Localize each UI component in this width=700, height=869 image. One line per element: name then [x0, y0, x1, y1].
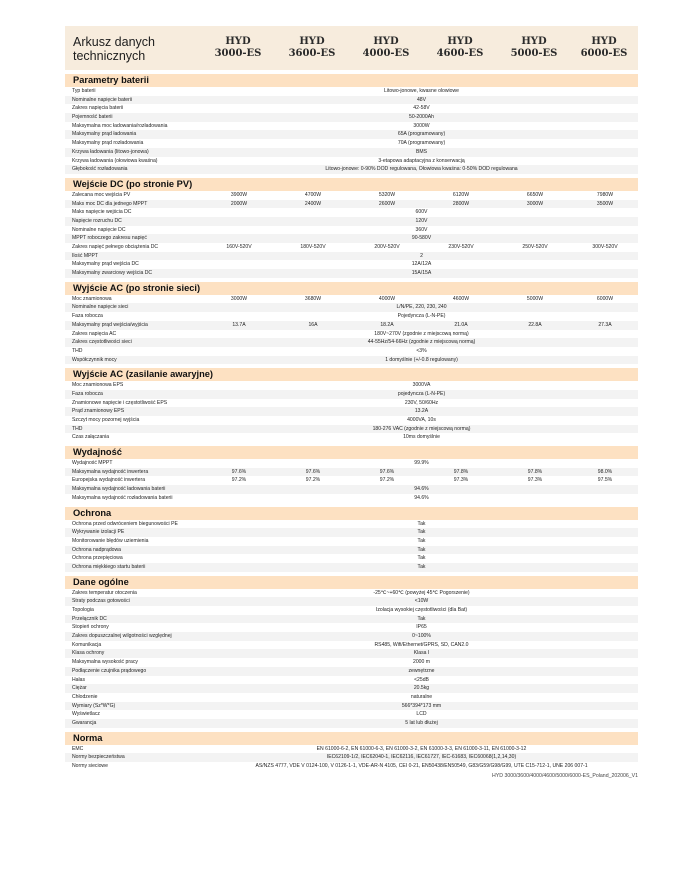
spec-value: 94.6%	[414, 494, 429, 501]
spec-value: 3-etapowa adaptacyjna z konserwacją	[378, 157, 465, 164]
spec-value-cell: 97.8%	[527, 468, 543, 475]
spec-sections	[65, 74, 638, 771]
spec-row	[65, 684, 638, 693]
spec-value-cell: 3900W	[230, 191, 248, 198]
spec-label: MPPT roboczego zakresu napięć	[72, 235, 147, 242]
spec-label: Nominalne napięcie DC	[72, 226, 126, 233]
spec-value-cell: 97.6%	[305, 468, 321, 475]
section-rows	[65, 87, 638, 174]
spec-value: 1 domyślnie (+/-0.8 regulowany)	[385, 356, 458, 363]
spec-value-cell: 200V-520V	[374, 244, 400, 250]
section-heading: Ochrona	[65, 507, 638, 520]
spec-value-cell: 4600W	[452, 295, 470, 302]
spec-label: Wymiary (Sz*W*G)	[72, 702, 116, 709]
spec-value: 50-2000Ah	[409, 114, 434, 121]
spec-row	[65, 252, 638, 261]
document-footer: HYD 3000/3600/4000/4600/5000/6000-ES_Poland_202006_V1	[492, 772, 638, 779]
spec-label: Moc znamionowa	[72, 295, 112, 302]
spec-row	[65, 390, 638, 399]
spec-value: <25dB	[414, 676, 429, 683]
spec-label: Klasa ochrony	[72, 650, 105, 657]
section-rows	[65, 589, 638, 728]
spec-label: Głębokość rozładowania	[72, 166, 128, 173]
spec-value-cell: 18.2A	[380, 321, 394, 328]
spec-label: Ochrona przepięciowa	[72, 555, 123, 562]
spec-value-cell: 5320W	[378, 191, 396, 198]
model-brand: HYD	[225, 36, 251, 47]
spec-value: 230V, 50/60Hz	[404, 399, 439, 406]
spec-label: Prąd znamionowy EPS	[72, 408, 125, 415]
spec-row	[65, 347, 638, 356]
model-code: 4000-ES	[362, 48, 410, 59]
spec-value-cell: 230V-520V	[448, 244, 474, 250]
spec-value: 12A/12A	[411, 261, 432, 268]
spec-value-cell: 97.2%	[305, 477, 321, 484]
spec-value: 48V	[416, 96, 427, 103]
spec-label: Topologia	[72, 607, 94, 613]
spec-row	[65, 330, 638, 339]
spec-value: 180-276 VAC (zgodnie z miejscową normą)	[372, 425, 471, 432]
spec-value-cell: 250V-520V	[522, 244, 548, 250]
spec-value: 90-580V	[411, 235, 432, 242]
spec-label: Ciężar	[72, 685, 87, 692]
spec-row	[65, 563, 638, 572]
spec-label: Stopień ochrony	[72, 624, 109, 631]
spec-value-cell: 300V-520V	[592, 244, 618, 250]
model-heading	[201, 36, 275, 60]
spec-row	[65, 468, 638, 477]
spec-value-cell: 98.0%	[597, 468, 613, 475]
spec-label: THD	[72, 425, 83, 432]
spec-value: AS/NZS 4777, VDE V 0124-100, V 0126-1-1, VDE-AR-N 4105, CEI 0-21, EN50438/EN50549, G83/G59/G98/G99, UTE C15-712-1, UNE 206 007-1	[255, 763, 588, 769]
spec-value-cell: 21.0A	[454, 321, 468, 328]
spec-value-cell: 97.8%	[453, 468, 469, 475]
spec-value: Tak	[417, 555, 426, 562]
spec-value: Izolacja wysokiej częstotliwości (dla Bat)	[375, 607, 468, 613]
spec-value-cell: 3500W	[596, 200, 614, 207]
spec-label: Pojemność baterii	[72, 114, 113, 121]
spec-label: Maksymalny prąd wejścia/wyjścia	[72, 321, 148, 328]
spec-row	[65, 96, 638, 105]
spec-label: Zakres napięć pełnego obciążenia DC	[72, 244, 159, 250]
spec-value-cell: 3680W	[304, 295, 322, 302]
spec-label: Normy bezpieczeństwa	[72, 754, 125, 761]
spec-row	[65, 485, 638, 494]
spec-label: Wyświetlacz	[72, 711, 100, 718]
spec-label: Maksymalna moc ładowania/rozładowania	[72, 122, 168, 129]
model-code: 4600-ES	[436, 48, 484, 59]
spec-value: 99.9%	[414, 460, 429, 467]
spec-value: 360V	[415, 226, 428, 233]
spec-value-cell: 22.8A	[528, 321, 542, 328]
spec-row	[65, 122, 638, 131]
spec-label: Maksymalna wydajność rozładowania baterii	[72, 494, 173, 501]
spec-value: Litowo-jonowe, kwasne olowiowe	[383, 88, 460, 94]
spec-row	[65, 433, 638, 442]
spec-label: Faza robocza	[72, 313, 103, 320]
spec-value-cell: 97.3%	[453, 477, 469, 484]
spec-row	[65, 632, 638, 641]
spec-row	[65, 641, 638, 650]
spec-row	[65, 191, 638, 200]
spec-row	[65, 459, 638, 468]
spec-label: Zakres napięcia AC	[72, 330, 117, 337]
spec-label: Maks napięcie wejścia DC	[72, 209, 132, 216]
spec-label: Przełącznik DC	[72, 615, 107, 622]
spec-label: Podłączenie czujnika prądowego	[72, 667, 147, 674]
spec-value: Tak	[417, 529, 426, 536]
spec-row	[65, 719, 638, 728]
spec-value-cell: 27.3A	[598, 321, 612, 328]
datasheet-title	[73, 35, 168, 63]
spec-row	[65, 217, 638, 226]
spec-label: EMC	[72, 745, 84, 752]
spec-value-cell: 2400W	[304, 200, 322, 207]
spec-value: 2000 m	[413, 659, 430, 666]
spec-row	[65, 226, 638, 235]
spec-row	[65, 399, 638, 408]
spec-value: 10ms domyślnie	[403, 434, 440, 441]
spec-label: Zakres temperatur otoczenia	[72, 589, 137, 596]
spec-value: Litowo-jonowe: 0-90% DOD regulowana, Ołowiowa kwaśna: 0-50% DOD regulowana	[325, 166, 518, 173]
spec-value-cell: 6650W	[526, 191, 544, 198]
spec-value-cell: 97.6%	[379, 468, 395, 475]
spec-row	[65, 139, 638, 148]
section-rows	[65, 745, 638, 771]
spec-value-cell: 2600W	[378, 200, 396, 207]
spec-row	[65, 243, 638, 252]
spec-label: Ochrona nadprądowa	[72, 546, 121, 553]
section-heading: Wydajność	[65, 446, 638, 459]
spec-value: 120V	[415, 217, 428, 224]
spec-row	[65, 260, 638, 269]
section-rows	[65, 381, 638, 442]
spec-row	[65, 295, 638, 304]
footer-area	[65, 771, 638, 780]
spec-value: 65A (programowany)	[397, 131, 446, 138]
section-rows	[65, 520, 638, 572]
spec-row	[65, 623, 638, 632]
spec-value-cell: 97.2%	[379, 477, 395, 484]
spec-label: Krzywa ładowania (ołowiowa kwaśna)	[72, 157, 158, 164]
spec-value-cell: 5000W	[526, 295, 544, 302]
spec-label: Zakres dopuszczalnej wilgotności względnej	[72, 633, 172, 640]
model-brand: HYD	[373, 36, 399, 47]
spec-label: Chłodzenie	[72, 693, 98, 700]
spec-row	[65, 312, 638, 321]
spec-row	[65, 649, 638, 658]
spec-row	[65, 520, 638, 529]
model-code: 6000-ES	[580, 48, 628, 59]
spec-value: BMS	[415, 148, 428, 155]
spec-value-cell: 6000W	[596, 295, 614, 302]
section-rows	[65, 191, 638, 278]
section-heading: Wyjście AC (po stronie sieci)	[65, 282, 638, 295]
spec-row	[65, 407, 638, 416]
spec-value-cell: 180V-520V	[300, 244, 326, 250]
spec-value: 42-58V	[413, 105, 430, 112]
spec-value: IEC62109-1/2, IEC62040-1, IEC62116, IEC61727, IEC-61683, IEC60068(1,2,14,30)	[326, 754, 517, 761]
spec-row	[65, 615, 638, 624]
spec-value: pojedyncza (L-N-PE)	[397, 390, 446, 397]
spec-label: Europejska wydajność inwertera	[72, 477, 146, 484]
spec-value-cell: 3000W	[526, 200, 544, 207]
spec-row	[65, 321, 638, 330]
spec-row	[65, 762, 638, 771]
spec-row	[65, 356, 638, 365]
spec-row	[65, 554, 638, 563]
spec-row	[65, 528, 638, 537]
section-heading: Norma	[65, 732, 638, 745]
spec-label: Maksymalna wysokość pracy	[72, 659, 138, 666]
spec-row	[65, 546, 638, 555]
spec-label: Maksymalny prąd wejścia DC	[72, 261, 139, 268]
spec-row	[65, 234, 638, 243]
spec-value-cell: 2000W	[230, 200, 248, 207]
spec-label: Faza robocza	[72, 390, 103, 397]
spec-label: Monitorowanie błędów uziemienia	[72, 537, 149, 544]
model-heading	[423, 36, 497, 60]
spec-value-cell: 97.2%	[231, 477, 247, 484]
spec-row	[65, 381, 638, 390]
spec-value-cell: 97.3%	[527, 477, 543, 484]
spec-value: 13.2A	[414, 408, 429, 415]
model-brand: HYD	[299, 36, 325, 47]
spec-value: <10W	[414, 598, 429, 605]
spec-label: Ilość MPPT	[72, 252, 99, 259]
spec-label: Krzywa ładowania (litowo-jonowa)	[72, 148, 149, 155]
spec-value-cell: 97.5%	[597, 477, 613, 484]
spec-label: Normy sieciowe	[72, 763, 108, 769]
spec-value: Tak	[417, 546, 426, 553]
model-code: 3600-ES	[288, 48, 336, 59]
spec-value: 3000VA	[412, 382, 431, 389]
spec-label: Maksymalna wydajność inwertera	[72, 468, 149, 475]
spec-value: Tak	[417, 520, 426, 527]
spec-value: 44-55Hz/54-66Hz (zgodnie z miejscową normą)	[367, 339, 476, 346]
section-heading: Dane ogólne	[65, 576, 638, 589]
spec-row	[65, 104, 638, 113]
spec-label: Wydajność MPPT	[72, 460, 113, 467]
spec-value: naturalne	[410, 693, 433, 700]
spec-value: 566*394*173 mm	[401, 702, 442, 709]
spec-label: Czas załączania	[72, 434, 110, 441]
spec-row	[65, 269, 638, 278]
spec-label: Gwarancja	[72, 719, 97, 726]
spec-row	[65, 693, 638, 702]
spec-value: 20.5kg	[413, 685, 430, 692]
spec-label: Nominalne napięcie sieci	[72, 304, 129, 311]
spec-row	[65, 667, 638, 676]
spec-value: RS485, Wifi/Ethernet/GPRS, SD, CAN2.0	[374, 641, 469, 648]
section-heading: Wejście DC (po stronie PV)	[65, 178, 638, 191]
model-code: 3000-ES	[214, 48, 262, 59]
spec-value: 600V	[415, 209, 428, 216]
spec-value: LCD	[416, 711, 427, 718]
spec-label: Straty podczas gotowości	[72, 598, 130, 605]
spec-row	[65, 589, 638, 598]
spec-value-cell: 2800W	[452, 200, 470, 207]
spec-row	[65, 130, 638, 139]
spec-row	[65, 710, 638, 719]
spec-value-cell: 4000W	[378, 295, 396, 302]
spec-value: 2	[420, 252, 423, 259]
spec-value: 4000VA, 10s	[407, 417, 436, 423]
spec-value-cell: 6120W	[452, 191, 470, 198]
spec-row	[65, 745, 638, 754]
spec-label: Zakres napięcia baterii	[72, 105, 124, 112]
spec-row	[65, 87, 638, 96]
spec-row	[65, 425, 638, 434]
model-code: 5000-ES	[510, 48, 558, 59]
spec-label: Maksymalny prąd rozładowania	[72, 140, 144, 147]
section-rows	[65, 459, 638, 502]
model-heading	[275, 36, 349, 60]
spec-row	[65, 753, 638, 762]
spec-row	[65, 658, 638, 667]
spec-label: Znamionowe napięcie i częstotliwość EPS	[72, 399, 168, 406]
spec-label: Wykrywanie izolacji PE	[72, 529, 125, 536]
spec-value: 94.6%	[414, 486, 429, 493]
spec-label: Zalecana moc wejścia PV	[72, 191, 131, 198]
spec-label: Moc znamionowa EPS	[72, 382, 124, 389]
spec-label: Ochrona przed odwróceniem biegunowości PE	[72, 520, 178, 527]
spec-row	[65, 606, 638, 615]
spec-value: -25℃~+60℃ (powyżej 45℃ Pogorszenie)	[373, 589, 470, 596]
title-line-2: technicznych	[73, 49, 146, 63]
spec-label: Współczynnik mocy	[72, 356, 117, 363]
spec-row	[65, 165, 638, 174]
model-heading	[497, 36, 571, 60]
spec-label: THD	[72, 347, 83, 354]
spec-row	[65, 157, 638, 166]
spec-value: zewnętrzne	[408, 667, 435, 674]
model-brand: HYD	[591, 36, 617, 47]
spec-row	[65, 494, 638, 503]
spec-row	[65, 702, 638, 711]
spec-value-cell: 3000W	[230, 295, 248, 302]
spec-value: 5 lat lub dłużej	[405, 719, 438, 726]
spec-label: Hałas	[72, 676, 86, 683]
datasheet-header	[65, 26, 638, 70]
spec-value: IP65	[416, 624, 427, 631]
datasheet	[65, 26, 638, 780]
spec-label: Maksymalna wydajność ładowania baterii	[72, 486, 166, 493]
spec-value: Tak	[417, 615, 426, 622]
spec-row	[65, 537, 638, 546]
spec-row	[65, 597, 638, 606]
spec-value-cell: 4700W	[304, 191, 322, 198]
spec-value: EN 61000-6-2, EN 61000-6-3, EN 61000-3-2, EN 61000-3-3, EN 61000-3-11, EN 61000-3-12	[316, 745, 527, 752]
model-brand: HYD	[521, 36, 547, 47]
spec-value: L/N/PE, 220, 230, 240	[396, 304, 447, 311]
section-heading: Parametry baterii	[65, 74, 638, 87]
spec-value-cell: 160V-520V	[226, 244, 252, 250]
spec-value-cell: 7980W	[596, 191, 614, 198]
spec-value: Pojedyncza (L-N-PE)	[397, 313, 446, 320]
spec-label: Napięcie rozruchu DC	[72, 217, 122, 224]
spec-label: Maks moc DC dla jednego MPPT	[72, 200, 148, 207]
spec-row	[65, 338, 638, 347]
spec-label: Typ baterii	[72, 88, 96, 94]
spec-row	[65, 416, 638, 425]
section-heading: Wyjście AC (zasilanie awaryjne)	[65, 368, 638, 381]
model-heading	[567, 36, 641, 60]
spec-row	[65, 200, 638, 209]
model-brand: HYD	[447, 36, 473, 47]
spec-label: Nominalne napięcie baterii	[72, 96, 133, 103]
spec-value-cell: 13.7A	[232, 321, 246, 328]
spec-value: 180V~270V (zgodnie z miejscową normą)	[374, 330, 469, 337]
spec-label: Komunikacja	[72, 641, 102, 648]
spec-value: 15A/15A	[411, 270, 432, 277]
spec-value: 0~100%	[412, 633, 431, 640]
spec-label: Szczyt mocy pozornej wyjścia	[72, 417, 140, 423]
spec-value: <3%	[416, 347, 427, 354]
spec-row	[65, 113, 638, 122]
spec-label: Ochrona miękkiego startu baterii	[72, 563, 146, 570]
spec-row	[65, 303, 638, 312]
spec-label: Maksymalny prąd ładowania	[72, 131, 137, 138]
spec-value: Tak	[417, 537, 426, 544]
spec-row	[65, 676, 638, 685]
spec-value: 3000W	[413, 122, 430, 129]
spec-value: 70A (programowany)	[397, 140, 446, 147]
spec-row	[65, 148, 638, 157]
spec-row	[65, 476, 638, 485]
model-heading	[349, 36, 423, 60]
section-rows	[65, 295, 638, 365]
spec-value-cell: 16A	[308, 321, 318, 328]
spec-value: Klasa I	[413, 650, 430, 657]
spec-label: Zakres częstotliwości sieci	[72, 339, 132, 346]
spec-label: Maksymalny zwarciowy wejścia DC	[72, 270, 153, 277]
spec-row	[65, 208, 638, 217]
spec-value-cell: 97.6%	[231, 468, 247, 475]
spec-value: Tak	[417, 563, 426, 570]
title-line-1: Arkusz danych	[73, 35, 155, 49]
